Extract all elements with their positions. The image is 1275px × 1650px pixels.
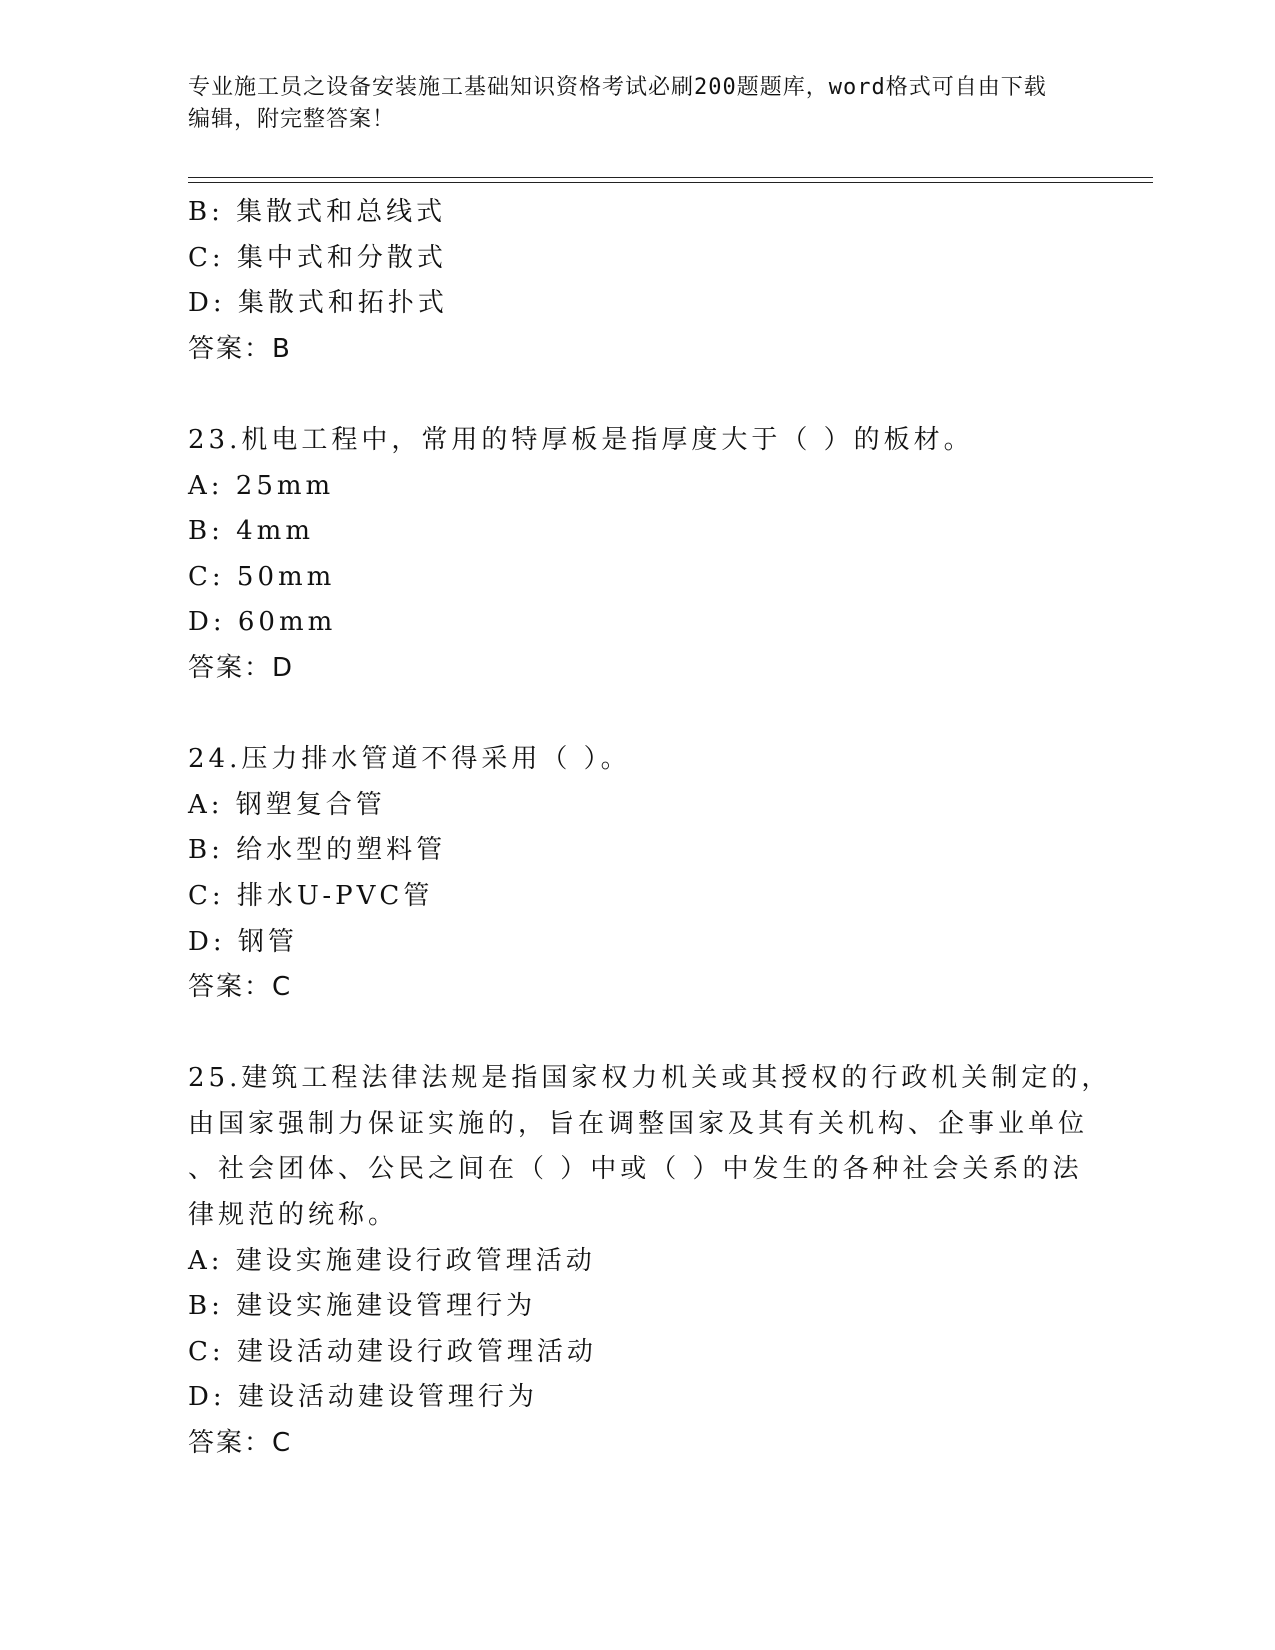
option-b: B: 建设实施建设管理行为 — [188, 1291, 537, 1322]
option-c: C: 集中式和分散式 — [188, 242, 447, 273]
option-c: C: 排水U-PVC管 — [188, 880, 434, 911]
option-d: D: 建设活动建设管理行为 — [188, 1382, 538, 1413]
question-24 — [188, 737, 1068, 1011]
spacer — [188, 372, 1068, 418]
option-b: B: 给水型的塑料管 — [188, 835, 447, 866]
option-a: A: 建设实施建设行政管理活动 — [188, 1245, 596, 1276]
spacer — [188, 1011, 1068, 1057]
document-header: 专业施工员之设备安装施工基础知识资格考试必刷200题题库，word格式可自由下载编辑，附完整答案！ — [188, 75, 1047, 132]
question-list — [188, 190, 1112, 1467]
question-text: 24.压力排水管道不得采用（ ）。 — [188, 744, 631, 775]
question-text-line-2: 由国家强制力保证实施的，旨在调整国家及其有关机构、企事业单位 — [188, 1108, 1089, 1139]
question-23 — [188, 418, 1068, 692]
spacer — [188, 692, 1068, 738]
option-b: B: 4mm — [188, 516, 314, 547]
question-25 — [188, 1056, 1112, 1466]
answer-line: 答案：D — [188, 652, 295, 683]
question-text: 23.机电工程中，常用的特厚板是指厚度大于（ ）的板材。 — [188, 424, 974, 455]
option-b: B: 集散式和总线式 — [188, 197, 447, 227]
question-22-tail — [188, 190, 1068, 372]
question-text-line-3: 、社会团体、公民之间在（ ）中或（ ）中发生的各种社会关系的法 — [188, 1154, 1083, 1185]
option-a: A: 25mm — [188, 470, 335, 501]
answer-line: 答案：B — [188, 333, 292, 364]
question-text-line-1: 25.建筑工程法律法规是指国家权力机关或其授权的行政机关制定的， — [188, 1063, 1112, 1094]
option-c: C: 建设活动建设行政管理活动 — [188, 1336, 597, 1367]
option-a: A: 钢塑复合管 — [188, 789, 386, 820]
option-d: D: 钢管 — [188, 926, 298, 957]
answer-line: 答案：C — [188, 1428, 293, 1459]
option-c: C: 50mm — [188, 561, 336, 592]
question-text-line-4: 律规范的统称。 — [188, 1200, 399, 1231]
header-rule-bottom — [188, 182, 1153, 183]
option-d: D: 集散式和拓扑式 — [188, 288, 448, 319]
option-d: D: 60mm — [188, 607, 337, 638]
answer-line: 答案：C — [188, 972, 293, 1003]
header-rule-top — [188, 177, 1153, 178]
